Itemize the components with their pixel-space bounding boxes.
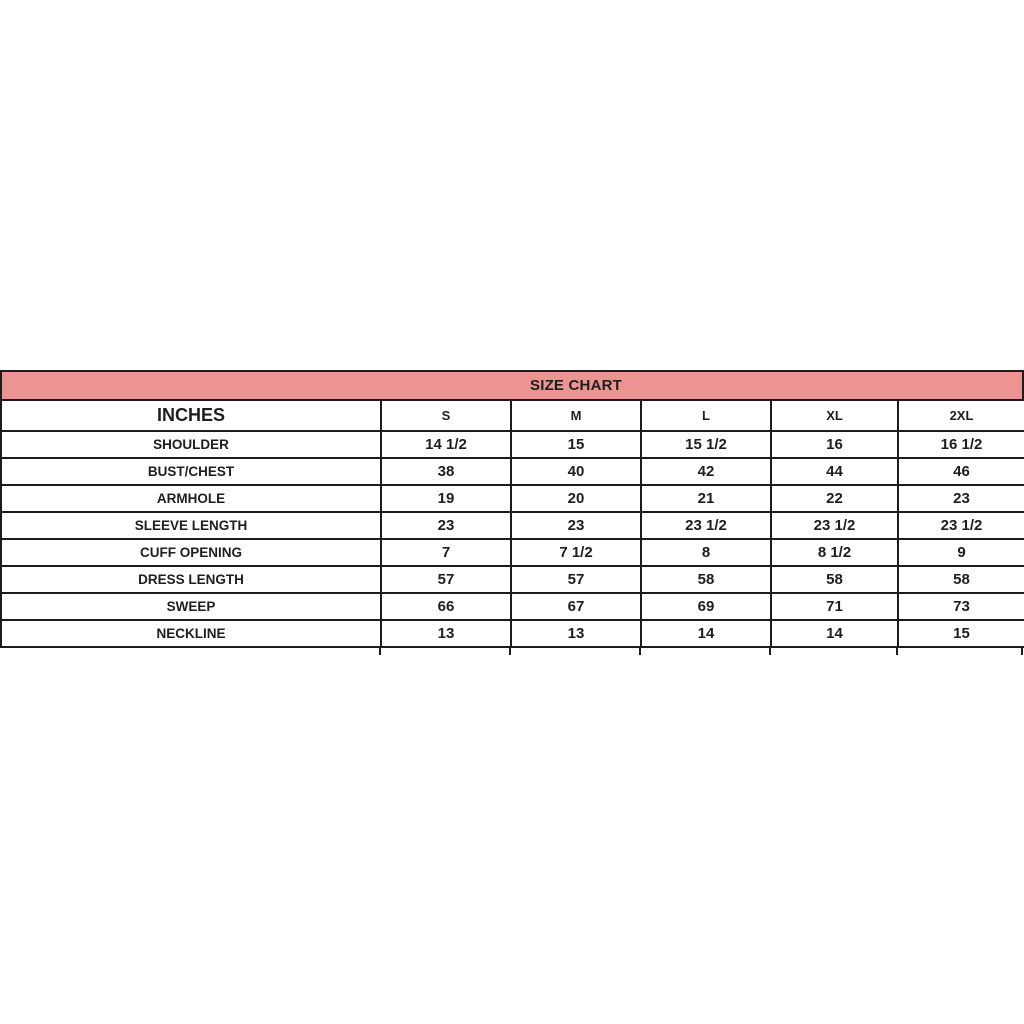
- cell: 8 1/2: [771, 539, 898, 566]
- cell: 58: [641, 566, 771, 593]
- cell: 15: [511, 431, 641, 458]
- cell: 46: [898, 458, 1024, 485]
- column-line-stub: [509, 648, 511, 655]
- cell: 21: [641, 485, 771, 512]
- table-bottom-stubs: [0, 648, 1024, 657]
- row-label: DRESS LENGTH: [1, 566, 381, 593]
- column-line-stub: [769, 648, 771, 655]
- size-chart: [0, 370, 1024, 657]
- cell: 40: [511, 458, 641, 485]
- cell: 13: [511, 620, 641, 647]
- column-line-stub: [1021, 648, 1023, 655]
- cell: 16 1/2: [898, 431, 1024, 458]
- cell: 69: [641, 593, 771, 620]
- size-chart-table: [0, 399, 1024, 648]
- row-label: ARMHOLE: [1, 485, 381, 512]
- cell: 14: [771, 620, 898, 647]
- cell: 23: [511, 512, 641, 539]
- cell: 15 1/2: [641, 431, 771, 458]
- size-header-2xl: 2XL: [898, 400, 1024, 431]
- cell: 9: [898, 539, 1024, 566]
- cell: 15: [898, 620, 1024, 647]
- cell: 7: [381, 539, 511, 566]
- column-line-stub: [379, 648, 381, 655]
- cell: 14: [641, 620, 771, 647]
- cell: 23 1/2: [771, 512, 898, 539]
- cell: 13: [381, 620, 511, 647]
- table-row-bust-chest: [1, 458, 1024, 485]
- column-line-stub: [896, 648, 898, 655]
- table-row-armhole: [1, 485, 1024, 512]
- cell: 67: [511, 593, 641, 620]
- cell: 71: [771, 593, 898, 620]
- row-label: SHOULDER: [1, 431, 381, 458]
- size-chart-title-bar: [0, 370, 1024, 399]
- cell: 20: [511, 485, 641, 512]
- cell: 58: [898, 566, 1024, 593]
- cell: 19: [381, 485, 511, 512]
- size-header-l: L: [641, 400, 771, 431]
- cell: 22: [771, 485, 898, 512]
- row-label: NECKLINE: [1, 620, 381, 647]
- table-row-shoulder: [1, 431, 1024, 458]
- cell: 38: [381, 458, 511, 485]
- cell: 42: [641, 458, 771, 485]
- cell: 57: [381, 566, 511, 593]
- size-header-m: M: [511, 400, 641, 431]
- cell: 23 1/2: [898, 512, 1024, 539]
- row-label: BUST/CHEST: [1, 458, 381, 485]
- cell: 57: [511, 566, 641, 593]
- row-label: CUFF OPENING: [1, 539, 381, 566]
- cell: 73: [898, 593, 1024, 620]
- cell: 14 1/2: [381, 431, 511, 458]
- table-row-sleeve-length: [1, 512, 1024, 539]
- cell: 23 1/2: [641, 512, 771, 539]
- column-line-stub: [639, 648, 641, 655]
- size-chart-title: SIZE CHART: [530, 377, 622, 394]
- cell: 23: [381, 512, 511, 539]
- table-row-dress-length: [1, 566, 1024, 593]
- cell: 16: [771, 431, 898, 458]
- cell: 7 1/2: [511, 539, 641, 566]
- cell: 66: [381, 593, 511, 620]
- table-row-neckline: [1, 620, 1024, 647]
- row-label: SLEEVE LENGTH: [1, 512, 381, 539]
- unit-header-cell: INCHES: [1, 400, 381, 431]
- cell: 58: [771, 566, 898, 593]
- size-header-xl: XL: [771, 400, 898, 431]
- cell: 23: [898, 485, 1024, 512]
- cell: 44: [771, 458, 898, 485]
- size-header-s: S: [381, 400, 511, 431]
- table-row-sweep: [1, 593, 1024, 620]
- cell: 8: [641, 539, 771, 566]
- row-label: SWEEP: [1, 593, 381, 620]
- header-row: [1, 400, 1024, 431]
- table-row-cuff-opening: [1, 539, 1024, 566]
